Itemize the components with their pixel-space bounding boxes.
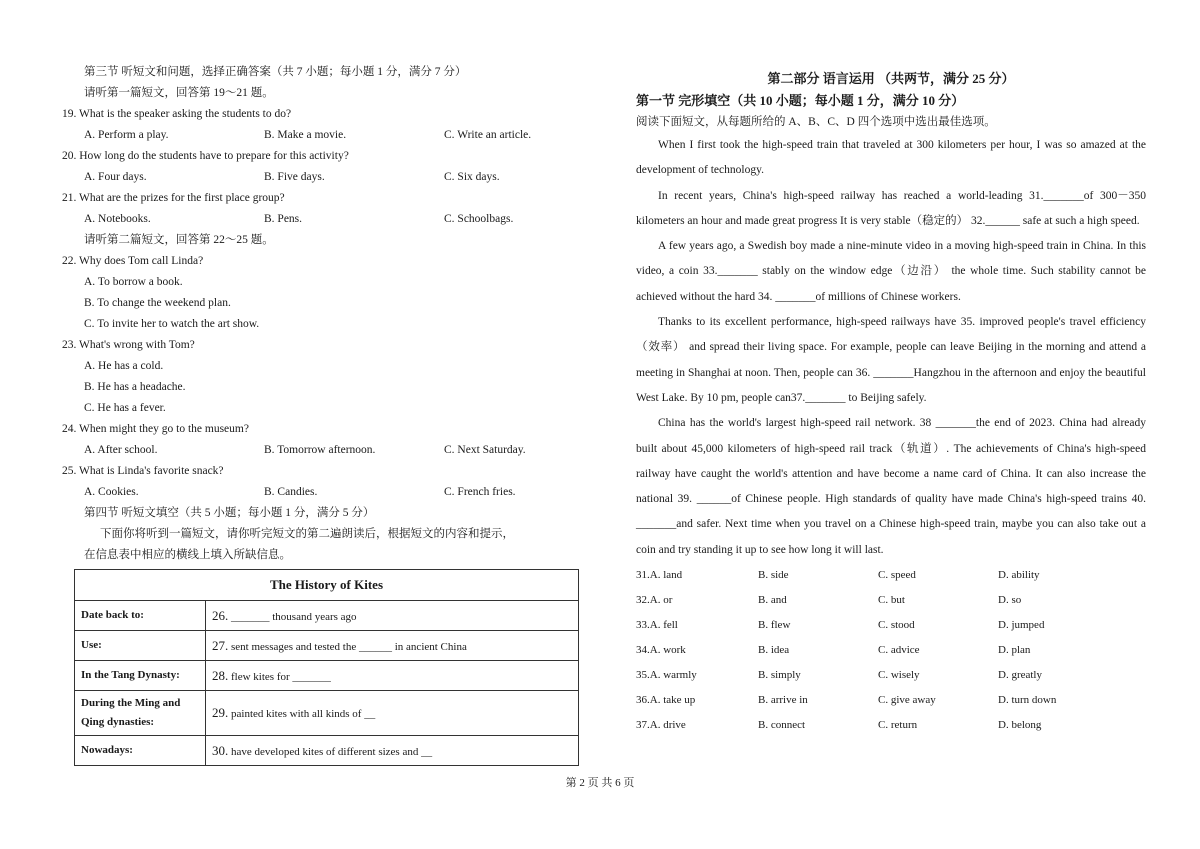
section4-intro-1: 下面你将听到一篇短文，请你听完短文的第二遍朗读后，根据短文的内容和提示， — [100, 528, 514, 540]
passage-paragraph: A few years ago, a Swedish boy made a nine-minute video in a moving high-speed train in China. In this video, a coin 33._______ stably on the window edge（边沿） the whole time. Such stability cannot be achieved without the hard 34. _______of millions of Chinese workers. — [636, 240, 1146, 303]
question-19 — [62, 104, 592, 146]
row-label: Nowadays: — [75, 736, 206, 766]
option-c: C. stood — [878, 619, 915, 632]
row-value — [206, 601, 579, 631]
answer-row — [636, 663, 1146, 688]
question-text: 19. What is the speaker asking the students to do? — [62, 108, 292, 120]
question-text: 21. What are the prizes for the first place group? — [62, 192, 285, 204]
option-c: C. French fries. — [444, 486, 516, 498]
part-title: 第二部分 语言运用 （共两节，满分 25 分） — [767, 71, 1015, 86]
answer-row — [636, 563, 1146, 588]
question-20 — [62, 146, 592, 188]
option-b: B. side — [758, 569, 789, 582]
option-b: B. Tomorrow afternoon. — [264, 444, 376, 456]
answer-row — [636, 638, 1146, 663]
question-22 — [62, 251, 592, 335]
option-b: B. To change the weekend plan. — [84, 297, 231, 309]
option-a: A. Perform a play. — [84, 129, 169, 141]
passage-paragraph: In recent years, China's high-speed railway has reached a world-leading 31._______of 300－350 kilometers an hour and made great progress It is very stable（稳定的） 32.______ safe at such a high speed. — [636, 189, 1146, 227]
option-d: D. plan — [998, 644, 1031, 657]
answer-row — [636, 588, 1146, 613]
section3-title: 第三节 听短文和问题，选择正确答案（共 7 小题；每小题 1 分，满分 7 分） — [84, 66, 467, 78]
section1-title: 第一节 完形填空（共 10 小题；每小题 1 分，满分 10 分） — [636, 93, 965, 108]
option-c: C. wisely — [878, 669, 920, 682]
blank-text: sent messages and tested the ______ in ancient China — [231, 640, 467, 653]
section3-intro-2: 请听第二篇短文，回答第 22～25 题。 — [84, 234, 274, 246]
option-c: C. Six days. — [444, 171, 500, 183]
passage-paragraph: When I first took the high-speed train that traveled at 300 kilometers per hour, I was so amazed at the development of technology. — [636, 139, 1146, 177]
option-a: A. To borrow a book. — [84, 276, 183, 288]
option-a: 31.A. land — [636, 569, 683, 582]
option-c: C. but — [878, 594, 905, 607]
table-row — [75, 736, 579, 766]
table-row — [75, 601, 579, 631]
row-label: During the Ming and Qing dynasties: — [75, 691, 206, 736]
table-row — [75, 661, 579, 691]
question-options — [62, 125, 592, 146]
passage-paragraph: Thanks to its excellent performance, high-speed railways have 35. improved people's travel efficiency（效率） and spread their living space. For example, people can leave Beijing in the morning and attend a meeting in Shanghai at noon. Then, people can 36. _______Hangzhou in the afternoon and enjoy the beautiful West Lake. By 10 pm, people can37._______ to Beijing safely. — [636, 316, 1146, 404]
option-b: B. Candies. — [264, 486, 318, 498]
question-21 — [62, 188, 592, 230]
cloze-instruction: 阅读下面短文，从每题所给的 A、B、C、D 四个选项中选出最佳选项。 — [636, 116, 996, 128]
option-b: B. Five days. — [264, 171, 325, 183]
table-title: The History of Kites — [75, 570, 579, 601]
option-b: B. He has a headache. — [84, 381, 186, 393]
option-a: 36.A. take up — [636, 694, 696, 707]
section4-title: 第四节 听短文填空（共 5 小题；每小题 1 分，满分 5 分） — [84, 507, 375, 519]
option-a: 37.A. drive — [636, 719, 686, 732]
option-d: D. greatly — [998, 669, 1042, 682]
option-b: B. flew — [758, 619, 791, 632]
answer-row — [636, 613, 1146, 638]
option-b: B. idea — [758, 644, 790, 657]
option-a: 35.A. warmly — [636, 669, 697, 682]
option-d: D. jumped — [998, 619, 1045, 632]
option-a: 33.A. fell — [636, 619, 678, 632]
option-d: D. ability — [998, 569, 1040, 582]
table-row — [75, 631, 579, 661]
blank-text: have developed kites of different sizes and __ — [231, 745, 433, 758]
row-value — [206, 661, 579, 691]
option-c: C. advice — [878, 644, 920, 657]
row-value — [206, 631, 579, 661]
table-row — [75, 691, 579, 736]
option-c: C. give away — [878, 694, 936, 707]
question-options — [62, 482, 592, 503]
question-text: 24. When might they go to the museum? — [62, 423, 249, 435]
question-text: 25. What is Linda's favorite snack? — [62, 465, 224, 477]
row-value — [206, 736, 579, 766]
option-c: C. Next Saturday. — [444, 444, 526, 456]
blank-number: 30. — [212, 742, 229, 758]
option-a: A. After school. — [84, 444, 158, 456]
row-label: Date back to: — [75, 601, 206, 631]
question-24 — [62, 419, 592, 461]
option-d: D. turn down — [998, 694, 1057, 707]
option-a: A. He has a cold. — [84, 360, 164, 372]
question-text: 20. How long do the students have to prepare for this activity? — [62, 150, 349, 162]
option-a: A. Notebooks. — [84, 213, 151, 225]
option-c: C. return — [878, 719, 918, 732]
answer-row — [636, 713, 1146, 738]
blank-number: 26. — [212, 607, 229, 623]
passage-paragraph: China has the world's largest high-speed rail network. 38 _______the end of 2023. China had already built about 45,000 kilometers of high-speed rail track（轨道）. The achievements of China's high-speed railway have caught the world's attention and have become a name card of China. It can also increase the national 39. ______of Chinese people. High standards of quality have made China's high-speed trains 40. _______and safer. Next time when you travel on a Chinese high-speed train, maybe you can also take out a coin and try standing it up to see how long it will last. — [636, 417, 1146, 556]
answer-options — [636, 563, 1146, 738]
option-c: C. To invite her to watch the art show. — [84, 318, 260, 330]
option-d: D. belong — [998, 719, 1042, 732]
question-23 — [62, 335, 592, 419]
option-c: C. Schoolbags. — [444, 213, 514, 225]
option-b: B. connect — [758, 719, 806, 732]
blank-number: 29. — [212, 705, 229, 720]
row-label: Use: — [75, 631, 206, 661]
row-label: In the Tang Dynasty: — [75, 661, 206, 691]
option-c: C. speed — [878, 569, 916, 582]
right-column — [636, 68, 1146, 738]
answer-row — [636, 688, 1146, 713]
option-b: B. and — [758, 594, 787, 607]
option-b: B. Pens. — [264, 213, 303, 225]
option-a: 32.A. or — [636, 594, 673, 607]
question-options — [62, 167, 592, 188]
option-c: C. Write an article. — [444, 129, 532, 141]
option-d: D. so — [998, 594, 1022, 607]
option-a: 34.A. work — [636, 644, 686, 657]
blank-number: 28. — [212, 667, 229, 683]
option-b: B. simply — [758, 669, 801, 682]
option-a: A. Four days. — [84, 171, 147, 183]
option-c: C. He has a fever. — [84, 402, 166, 414]
section3-intro-1: 请听第一篇短文，回答第 19～21 题。 — [84, 87, 274, 99]
question-text: 22. Why does Tom call Linda? — [62, 255, 204, 267]
blank-text: _______ thousand years ago — [231, 610, 357, 623]
row-value — [206, 691, 579, 736]
option-a: A. Cookies. — [84, 486, 139, 498]
blank-text: painted kites with all kinds of __ — [231, 708, 376, 720]
question-options — [62, 209, 592, 230]
section4-intro-2: 在信息表中相应的横线上填入所缺信息。 — [84, 549, 291, 561]
question-25 — [62, 461, 592, 503]
question-text: 23. What's wrong with Tom? — [62, 339, 195, 351]
option-b: B. Make a movie. — [264, 129, 347, 141]
blank-text: flew kites for _______ — [231, 670, 331, 683]
blank-number: 27. — [212, 637, 229, 653]
page-number: 第 2 页 共 6 页 — [565, 777, 635, 789]
question-options — [62, 440, 592, 461]
left-column — [62, 62, 592, 766]
option-b: B. arrive in — [758, 694, 808, 707]
kites-info-table — [74, 569, 579, 766]
